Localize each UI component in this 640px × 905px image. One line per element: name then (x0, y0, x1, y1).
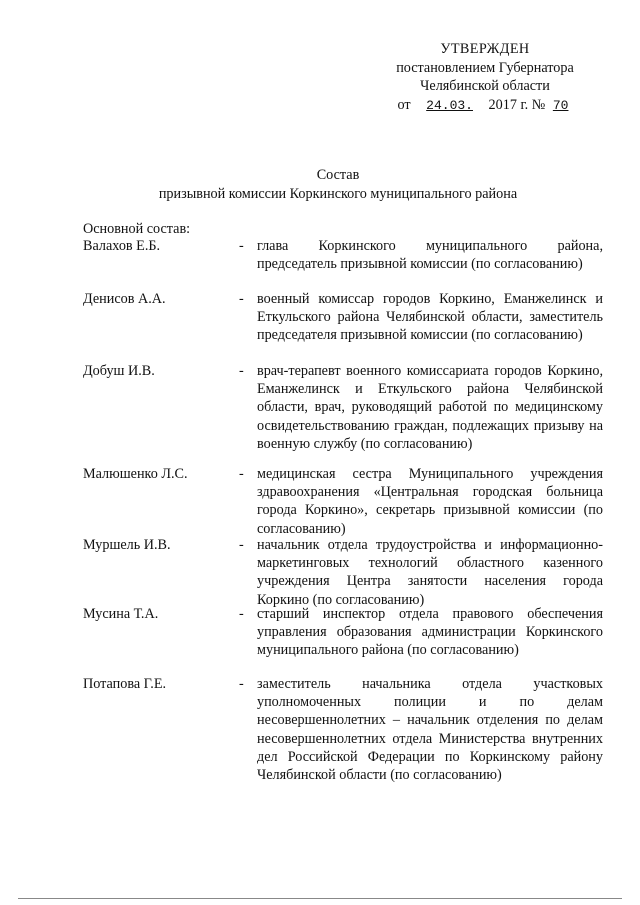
member-role: врач-терапевт военного комиссариата городов Коркино, Еманжелинск и Еткульского района Челябинской области, врач, руководящий работой по медицинскому освидетельствованию граждан, подлежащих призыву на военную службу (по согласованию) (257, 363, 603, 452)
member-name: Валахов Е.Б. (83, 238, 161, 254)
approval-date-line (380, 96, 590, 116)
approval-stamp (380, 40, 590, 115)
member-role: старший инспектор отдела правового обеспечения управления образования администрации Коркинского муниципального района (по согласованию) (257, 606, 603, 659)
approval-heading: УТВЕРЖДЕН (440, 41, 530, 57)
page-bottom-rule (18, 898, 622, 899)
approval-line-1: постановлением Губернатора (396, 59, 574, 76)
member-name: Малюшенко Л.С. (83, 466, 188, 482)
title-line-1: Состав (316, 167, 360, 183)
approval-line-2: Челябинской области (420, 78, 550, 94)
approval-date: 24.03. (426, 97, 473, 113)
member-dash: - (239, 363, 244, 379)
member-name: Потапова Г.Е. (83, 676, 167, 692)
member-dash: - (239, 291, 244, 307)
title-line-2: призывной комиссии Коркинского муниципального района (158, 186, 518, 202)
approval-year-text: 2017 г. № (488, 96, 546, 113)
member-role: глава Коркинского муниципального района, председатель призывной комиссии (по согласованию) (257, 238, 603, 273)
member-role: медицинская сестра Муниципального учреждения здравоохранения «Центральная городская больница города Коркино», секретарь призывной комиссии (по согласованию) (257, 466, 603, 537)
member-name: Мусина Т.А. (83, 606, 159, 622)
member-name: Денисов А.А. (83, 291, 166, 307)
approval-number: 70 (552, 97, 569, 113)
member-dash: - (239, 238, 244, 254)
member-dash: - (239, 676, 244, 692)
member-name: Добуш И.В. (83, 363, 155, 379)
member-dash: - (239, 606, 244, 622)
member-role: начальник отдела трудоустройства и информационно-маркетинговых технологий областного казенного учреждения Центра занятости населения города Коркино (по согласованию) (257, 537, 603, 608)
member-role: заместитель начальника отдела участковых уполномоченных полиции и по делам несовершеннолетних – начальник отделения по делам несовершеннолетних отдела Министерства внутренних дел Российской Федерации по Коркинскому району Челябинской области (по согласованию) (257, 676, 603, 784)
approval-date-prefix: от (397, 96, 411, 113)
member-role: военный комиссар городов Коркино, Еманжелинск и Еткульского района Челябинской области, заместитель председателя призывной комиссии (по согласованию) (257, 291, 603, 344)
member-dash: - (239, 466, 244, 482)
member-dash: - (239, 537, 244, 553)
section-label: Основной состав: (83, 221, 191, 237)
document-title (0, 166, 640, 204)
member-name: Муршель И.В. (83, 537, 171, 553)
